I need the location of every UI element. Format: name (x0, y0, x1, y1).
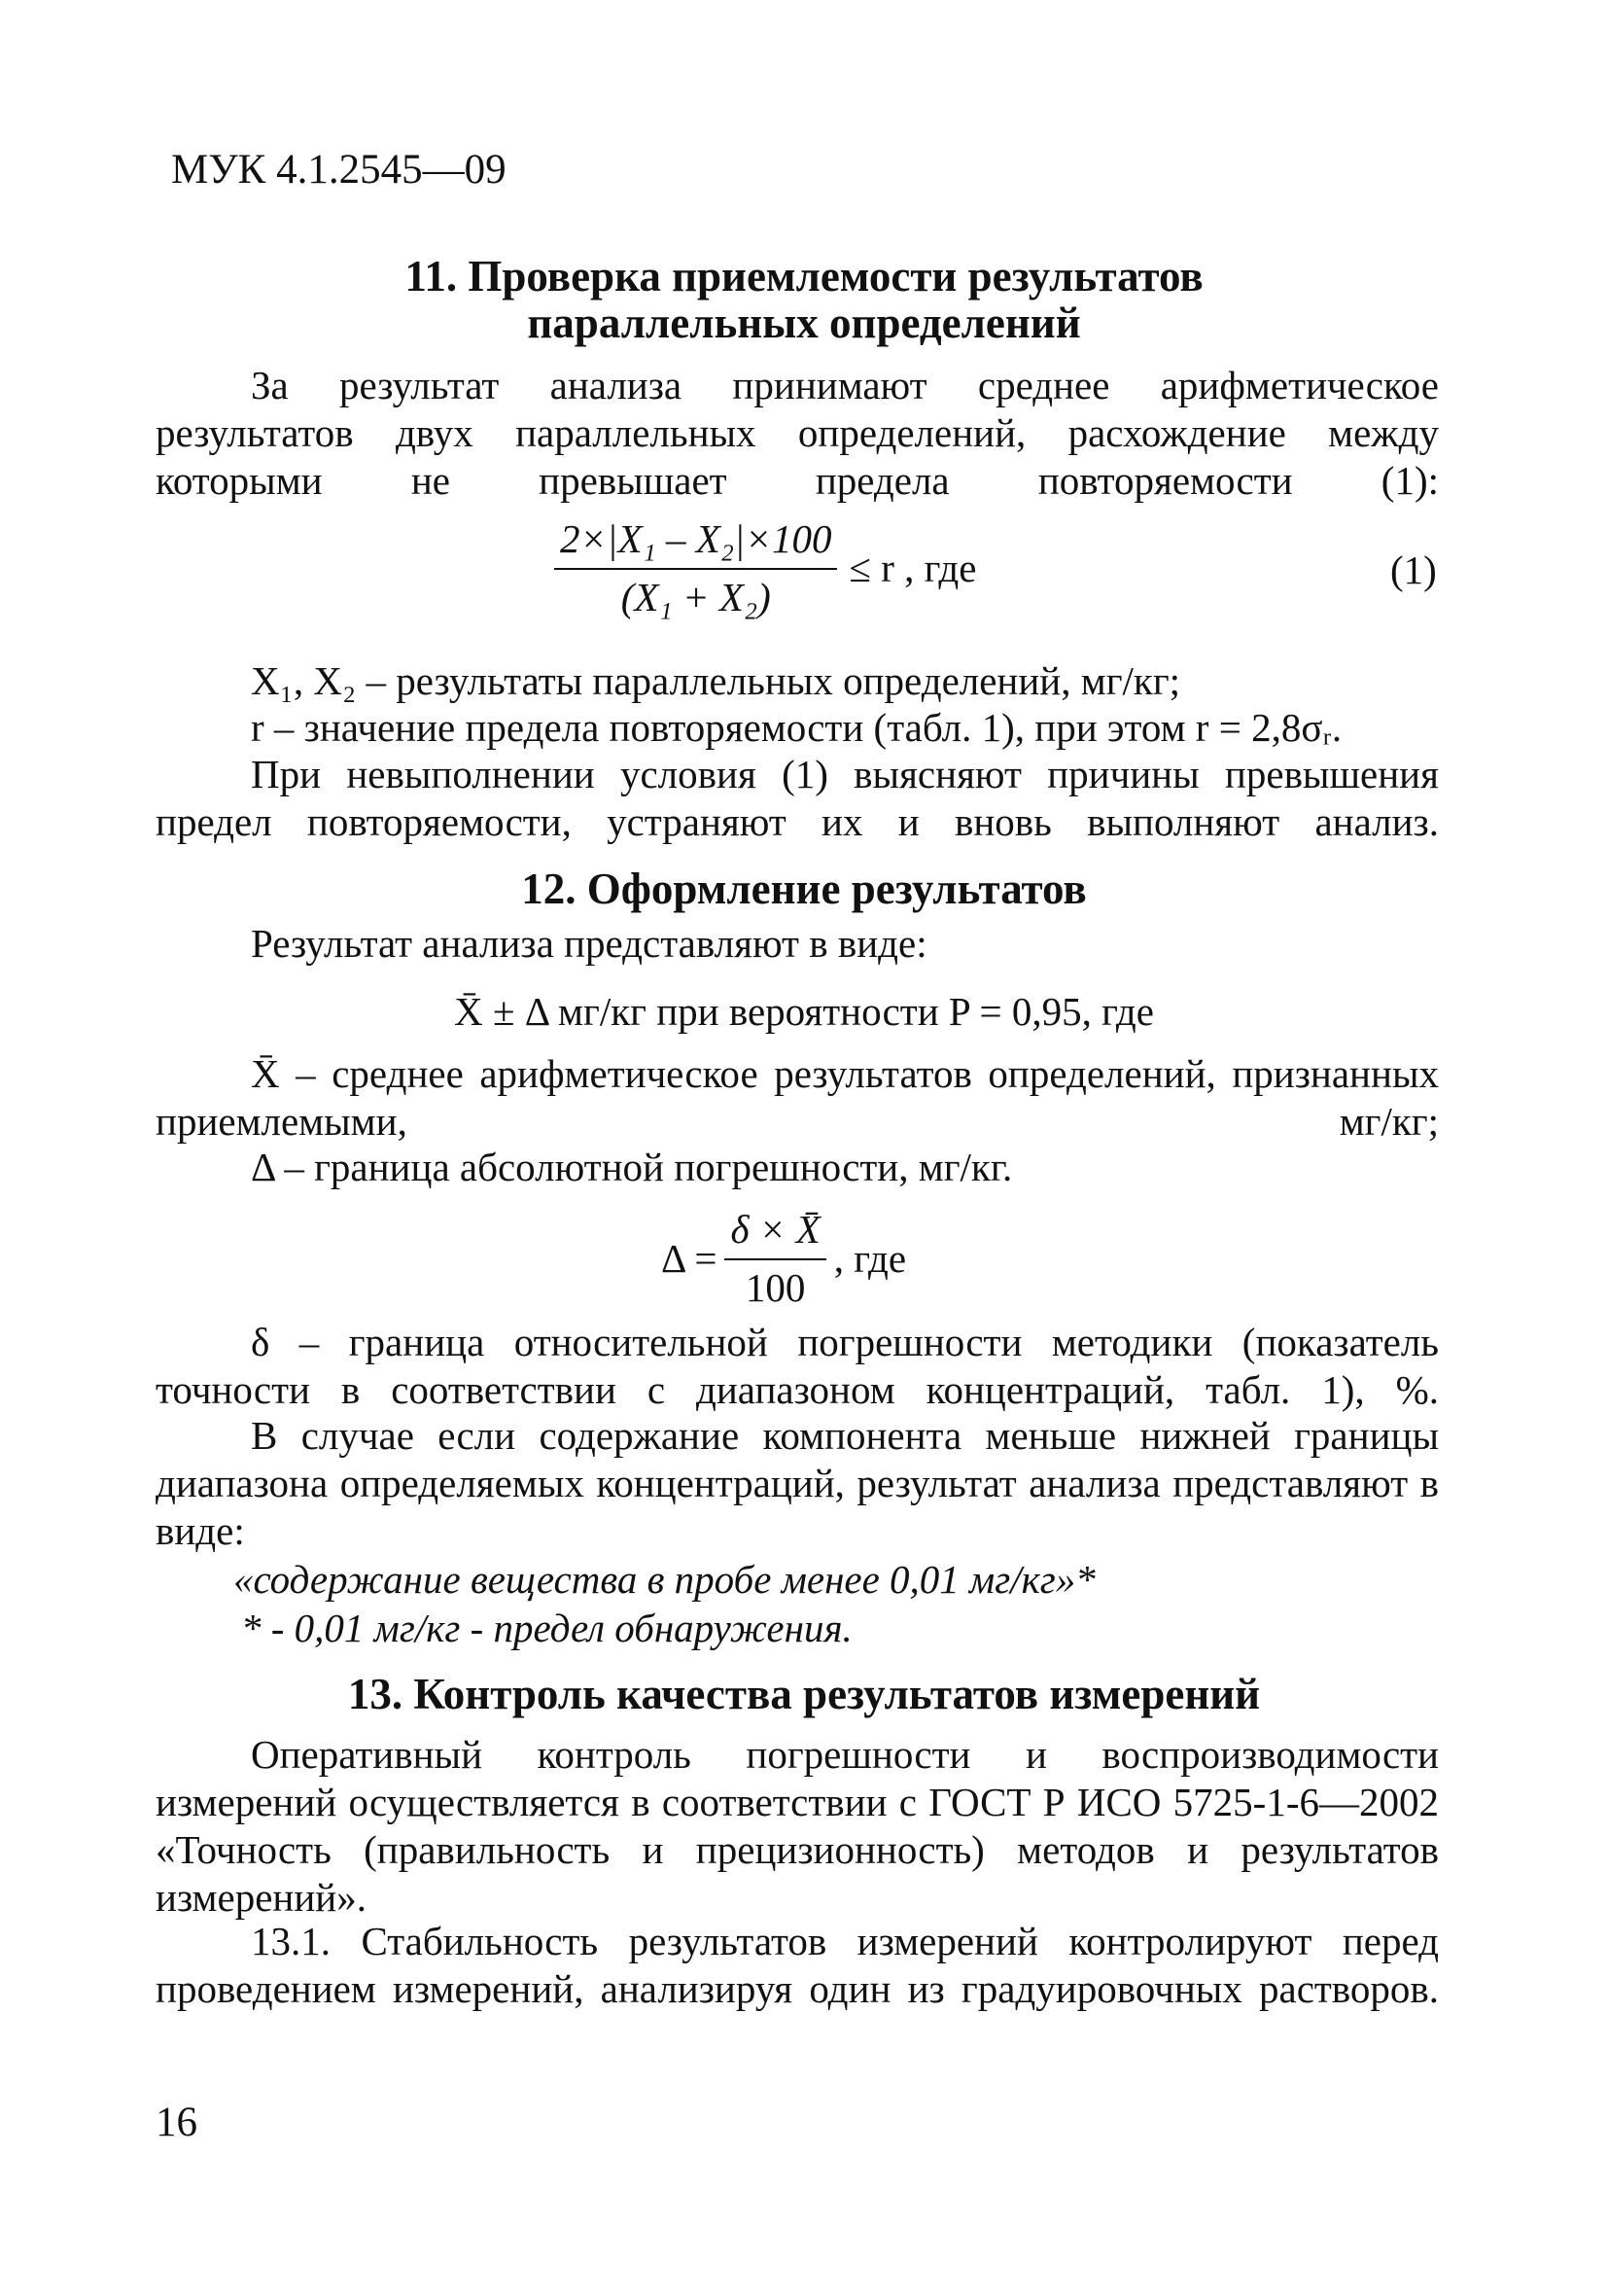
repeatability-fraction (554, 515, 837, 620)
document-code-header: МУК 4.1.2545—09 (171, 147, 507, 193)
section-12-paragraph-2: В случае если содержание компонента меньше нижней границы диапазона определяемых концентраций, результат анализа представляют в виде: (156, 1413, 1439, 1553)
definition-x-mean: X̄ – среднее арифметическое результатов определений, признанных приемлемыми, мг/кг; (156, 1051, 1439, 1144)
section-11-paragraph-1: За результат анализа принимают среднее арифметическое результатов двух параллельных определений, расхождение между которыми не превышает предела повторяемости (1): (156, 363, 1439, 503)
formula-condition: ≤ r , где (849, 546, 977, 590)
definition-delta: Δ – граница абсолютной погрешности, мг/кг. (251, 1145, 1013, 1189)
section-12-paragraph-1: Результат анализа представляют в виде: (251, 921, 927, 966)
definition-delta-relative: δ – граница относительной погрешности методики (показатель точности в соответствии с диапазоном концентраций, табл. 1), %. (156, 1320, 1439, 1412)
section-13-paragraph-1: Оперативный контроль погрешности и воспроизводимости измерений осуществляется в соответствии с ГОСТ Р ИСО 5725-1-6—2002 «Точность (правильность и прецизионность) методов и результатов измерений». (156, 1732, 1439, 1920)
formula-denominator: (X₁ + X₂) (620, 575, 771, 619)
section-11-title-line-1: 11. Проверка приемлемости результатов (404, 252, 1204, 300)
definition-x1-x2: X₁, X₂ – результаты параллельных определений, мг/кг; (251, 658, 1181, 703)
delta-formula-left: Δ = (661, 1236, 717, 1281)
detection-limit-statement: «содержание вещества в пробе менее 0,01 мг/кг»* (233, 1557, 1096, 1602)
section-11-title-line-2: параллельных определений (527, 299, 1081, 347)
delta-denominator: 100 (745, 1265, 806, 1310)
repeatability-formula (554, 515, 976, 620)
detection-limit-footnote: * - 0,01 мг/кг - предел обнаружения. (241, 1606, 853, 1650)
section-11-paragraph-2: При невыполнении условия (1) выясняют причины превышения предел повторяемости, устраняют их и вновь выполняют анализ. (156, 752, 1439, 844)
delta-formula-tail: , где (833, 1236, 907, 1281)
section-13-title: 13. Контроль качества результатов измерений (347, 1670, 1261, 1718)
formula-numerator: 2×|X₁ – X₂|×100 (554, 515, 837, 570)
section-12-title: 12. Оформление результатов (521, 865, 1087, 913)
result-format-formula: X̄ ± Δ мг/кг при вероятности P = 0,95, где (454, 989, 1154, 1034)
definition-r: r – значение предела повторяемости (табл. 1), при этом r = 2,8σᵣ. (251, 705, 1343, 750)
delta-fraction (724, 1206, 825, 1311)
formula-label: (1) (1390, 548, 1437, 592)
delta-numerator: δ × X̄ (724, 1206, 825, 1260)
delta-formula (661, 1206, 906, 1311)
page-number: 16 (156, 2100, 197, 2145)
section-13-paragraph-2: 13.1. Стабильность результатов измерений контролируют перед проведением измерений, анализируя один из градуировочных растворов. (156, 1919, 1439, 2011)
